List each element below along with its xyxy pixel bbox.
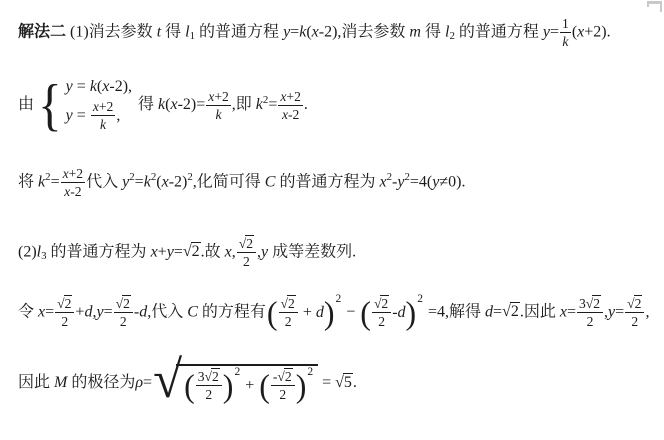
numerator	[278, 89, 303, 106]
text-run: =	[134, 173, 144, 191]
fraction	[196, 369, 222, 402]
radical-sign-icon: √	[57, 296, 65, 311]
denominator	[378, 313, 385, 329]
text-run: +	[241, 376, 259, 394]
fraction	[577, 296, 603, 329]
math-variable: y	[122, 173, 130, 191]
numerator	[61, 166, 86, 183]
numerator	[625, 296, 644, 313]
text-run: -	[392, 173, 398, 191]
text-run: 3	[197, 368, 205, 384]
numerator	[196, 369, 222, 386]
math-variable: l	[185, 23, 190, 41]
text-run: -2	[70, 184, 82, 200]
text-run: =	[45, 303, 55, 321]
numerator	[114, 296, 133, 313]
math-variable: l	[445, 23, 450, 41]
radical-sign-icon: √	[153, 351, 183, 409]
numerator	[560, 16, 571, 33]
superscript: 2	[45, 171, 51, 184]
fraction	[372, 296, 391, 329]
math-variable: d	[84, 303, 93, 321]
open-paren: (	[266, 294, 278, 332]
radical-sign-icon: √	[335, 373, 344, 391]
text-run: +2	[68, 166, 84, 181]
math-variable: x	[161, 173, 169, 191]
denominator	[243, 253, 250, 269]
math-variable: y	[65, 106, 73, 124]
text-run: -	[133, 303, 140, 321]
math-variable: y	[65, 78, 73, 95]
superscript: 2	[187, 171, 193, 184]
text-run: 1	[562, 16, 569, 31]
radicand: 2	[284, 368, 292, 384]
numerator	[55, 296, 74, 313]
text-run: +2	[286, 88, 301, 104]
math-variable: k	[100, 117, 107, 133]
math-variable: x	[224, 243, 232, 261]
text-run: =	[72, 78, 90, 95]
numerator	[237, 236, 256, 253]
text-run: =4,解得	[423, 303, 485, 321]
math-variable: x	[62, 166, 69, 181]
text-run: .因此	[519, 303, 560, 321]
radicand: 2	[64, 296, 72, 311]
fraction	[271, 369, 295, 402]
text-run: +2	[98, 99, 114, 114]
text-run: ,	[231, 243, 236, 261]
solution-line-6	[18, 351, 357, 409]
text-run: 的普通方程	[454, 23, 543, 41]
fraction	[61, 166, 86, 199]
fraction	[206, 89, 231, 122]
radical-sign-icon: √	[280, 296, 289, 311]
text-run: ,	[645, 303, 650, 321]
paren-content	[270, 369, 296, 402]
text-run: 由	[18, 95, 35, 113]
text-run: 成等差数列.	[268, 243, 357, 261]
text-run: (	[571, 23, 578, 41]
denominator	[216, 106, 222, 122]
close-paren: )	[295, 367, 307, 404]
denominator	[100, 116, 106, 132]
text-run: =	[290, 23, 300, 41]
math-variable: k	[89, 78, 97, 95]
paren-exponent: 2	[307, 365, 314, 378]
radicand: 2	[510, 303, 519, 321]
text-run: =	[268, 95, 278, 113]
math-variable: x	[577, 23, 585, 41]
close-paren: )	[405, 294, 417, 332]
radicand: 2	[123, 296, 130, 311]
fraction	[91, 99, 116, 132]
math-variable: x	[92, 99, 99, 114]
system-left-brace: {	[38, 73, 62, 137]
text-run: =	[103, 303, 113, 321]
sqrt-expression	[502, 303, 520, 320]
big-sqrt-expression	[153, 351, 318, 409]
text-run: 2	[378, 314, 385, 330]
denominator	[61, 313, 68, 329]
denominator	[587, 313, 594, 329]
text-run: ,化简可得	[192, 173, 265, 191]
text-run: −	[342, 303, 360, 321]
text-run: 2	[284, 314, 292, 330]
radical-sign-icon: √	[277, 368, 285, 384]
math-variable: x	[170, 95, 178, 113]
text-run: 2	[119, 314, 127, 330]
open-paren: (	[184, 367, 195, 404]
text-run: 2	[631, 314, 639, 330]
fraction	[560, 16, 571, 49]
math-variable: x	[280, 88, 287, 104]
fraction	[55, 296, 74, 329]
numerator	[271, 369, 295, 386]
sqrt-expression	[627, 296, 642, 311]
text-run: 的方程有	[197, 303, 266, 321]
paren-content	[371, 296, 406, 329]
text-run: 2	[61, 314, 69, 330]
radicand: 2	[246, 236, 254, 251]
paren-exponent: 2	[335, 293, 342, 305]
parenthesized-expression	[266, 293, 342, 332]
radical-sign-icon: √	[585, 296, 594, 311]
text-run: (	[156, 173, 162, 191]
text-run: =4(	[409, 173, 433, 191]
math-variable: M	[54, 373, 68, 391]
text-run: -2)	[168, 173, 188, 191]
numerator	[279, 296, 298, 313]
text-run: (2)	[18, 243, 37, 261]
text-run: -2),	[109, 78, 133, 95]
text-run: 得	[161, 23, 186, 41]
sqrt-expression	[116, 296, 131, 311]
denominator	[120, 313, 127, 329]
text-run: 令	[18, 303, 39, 321]
text-run: 的普通方程为	[275, 173, 380, 191]
text-run: (	[306, 23, 312, 41]
text-run: .故	[200, 243, 225, 261]
math-variable: d	[397, 303, 406, 321]
parenthesized-expression	[259, 365, 314, 404]
system-row	[66, 78, 132, 96]
radicand: 5	[343, 373, 352, 391]
paren-content	[195, 369, 223, 402]
solution-line-1	[18, 16, 611, 49]
math-variable: y	[96, 303, 104, 321]
radicand: 2	[381, 296, 389, 311]
math-variable: x	[311, 23, 319, 41]
text-run: +2	[214, 88, 229, 104]
math-variable: y	[542, 23, 551, 41]
sqrt-expression	[374, 296, 389, 311]
sqrt-expression	[205, 369, 220, 384]
parenthesized-expression	[360, 293, 423, 332]
math-variable: k	[143, 173, 151, 191]
radical-sign-icon: √	[182, 243, 192, 261]
text-run: =	[550, 23, 560, 41]
denominator	[285, 313, 292, 329]
math-variable: m	[409, 23, 421, 41]
text-run: ≠0).	[439, 173, 466, 191]
text-run: 2	[205, 387, 213, 403]
text-run: ,	[604, 303, 609, 321]
superscript: 2	[404, 171, 410, 184]
math-variable: k	[215, 106, 222, 122]
radicand: 2	[288, 296, 295, 311]
text-run: -	[392, 303, 398, 321]
sqrt-expression	[239, 236, 254, 251]
numerator	[577, 296, 603, 313]
text-run: ,	[116, 106, 121, 124]
numerator	[206, 89, 231, 106]
math-variable: k	[562, 34, 569, 50]
subscript: 1	[189, 30, 196, 43]
text-run: -	[272, 368, 278, 384]
fraction	[237, 236, 256, 269]
math-variable: k	[299, 23, 307, 41]
open-paren: (	[259, 367, 270, 404]
text-run: -2),消去参数	[318, 23, 410, 41]
close-paren: )	[222, 367, 234, 404]
radical-sign-icon: √	[238, 236, 247, 251]
sqrt-expression	[183, 243, 201, 260]
math-variable: x	[208, 88, 215, 104]
sqrt-expression	[281, 296, 296, 311]
denominator	[64, 183, 81, 199]
superscript: 2	[150, 171, 157, 184]
math-variable: x	[379, 173, 387, 191]
math-variable: y	[166, 243, 174, 261]
fraction	[278, 89, 303, 122]
math-variable: k	[38, 173, 46, 191]
math-variable: k	[255, 95, 263, 113]
text-run: =	[615, 303, 625, 321]
text-run: (1)消去参数	[66, 23, 157, 41]
math-variable: x	[64, 184, 71, 200]
math-variable: y	[608, 303, 616, 321]
paren-exponent: 2	[234, 365, 241, 378]
math-variable: y	[432, 173, 440, 191]
text-run: .	[303, 95, 308, 113]
numerator	[91, 99, 116, 116]
math-variable: d	[139, 303, 148, 321]
radical-sign-icon: √	[502, 303, 511, 321]
denominator	[205, 386, 212, 402]
fraction	[625, 296, 644, 329]
fraction	[279, 296, 298, 329]
text-run: +2).	[584, 23, 611, 41]
radical-sign-icon: √	[115, 296, 124, 311]
open-paren: (	[360, 294, 371, 332]
parenthesized-expression	[184, 365, 241, 404]
text-run: 得	[420, 23, 445, 41]
denominator	[562, 33, 568, 49]
paren-exponent: 2	[417, 293, 423, 305]
close-paren: )	[323, 294, 335, 332]
text-run: 2	[586, 314, 594, 330]
math-variable: x	[559, 303, 567, 321]
math-variable: x	[38, 303, 46, 321]
math-variable: d	[485, 303, 493, 321]
math-variable: k	[158, 95, 166, 113]
text-run: -2	[287, 106, 300, 122]
text-run: =	[493, 303, 503, 321]
text-run: 代入	[86, 173, 123, 191]
math-variable: x	[102, 78, 110, 95]
system-row	[66, 99, 121, 132]
solution-line-5	[18, 293, 650, 332]
radical-sign-icon: √	[627, 296, 635, 311]
radicand: 2	[211, 368, 219, 384]
text-run: +	[298, 303, 316, 321]
math-variable: C	[187, 303, 198, 321]
math-variable: y	[261, 243, 269, 261]
text-run: =	[173, 243, 183, 261]
text-run: 得	[134, 95, 159, 113]
denominator	[279, 386, 286, 402]
sqrt-expression	[335, 374, 353, 391]
subscript: 3	[41, 250, 47, 263]
text-run: =	[143, 373, 153, 391]
superscript: 2	[386, 171, 393, 184]
math-variable: x	[281, 106, 288, 122]
subscript: 2	[449, 30, 455, 43]
text-run: 2	[242, 254, 250, 270]
text-run: (	[96, 78, 103, 95]
radicand: 2	[191, 243, 200, 261]
denominator	[282, 106, 299, 122]
math-variable: y	[283, 23, 291, 41]
math-variable: t	[156, 23, 162, 41]
text-run: 的普通方程为	[46, 243, 151, 261]
text-run: 3	[578, 296, 586, 311]
text-run: =	[566, 303, 576, 321]
radicand: 2	[593, 296, 601, 311]
text-run: (	[165, 95, 171, 113]
text-run: 将	[18, 173, 39, 191]
fraction	[114, 296, 133, 329]
text-run: =	[318, 373, 336, 391]
text-run: ,即	[231, 95, 256, 113]
system-rows	[66, 78, 132, 132]
radicand: 2	[634, 296, 642, 311]
text-run: ,	[92, 303, 97, 321]
text-run: .	[352, 373, 357, 391]
radical-sign-icon: √	[204, 368, 212, 384]
solution-line-2	[18, 73, 308, 137]
text-run: 因此	[18, 373, 55, 391]
text-run: +	[75, 303, 85, 321]
math-variable: x	[150, 243, 158, 261]
textbox-corner-mark	[647, 1, 662, 12]
equation-system	[36, 73, 133, 137]
text-run: =	[50, 173, 60, 191]
solution-line-3	[18, 166, 465, 199]
solution-line-4	[18, 236, 356, 269]
text-run: -2)=	[177, 95, 206, 113]
text-run: ,代入	[147, 303, 188, 321]
math-variable: ρ	[135, 373, 144, 391]
text-run: 的极径为	[67, 373, 136, 391]
numerator	[372, 296, 391, 313]
radical-sign-icon: √	[373, 296, 382, 311]
paren-content	[278, 296, 324, 329]
math-variable: d	[315, 303, 324, 321]
big-radicand	[176, 364, 318, 402]
solution-heading: 解法二	[18, 23, 67, 41]
text-run: ,	[257, 243, 262, 261]
math-variable: C	[264, 173, 276, 191]
sqrt-expression	[277, 369, 292, 384]
superscript: 2	[129, 171, 135, 184]
math-variable: y	[397, 173, 405, 191]
text-run: 2	[279, 387, 287, 403]
text-run: +	[157, 243, 167, 261]
denominator	[631, 313, 638, 329]
text-run: 的普通方程	[195, 23, 284, 41]
sqrt-expression	[57, 296, 72, 311]
math-variable: l	[36, 243, 42, 261]
sqrt-expression	[586, 296, 601, 311]
text-run: =	[72, 106, 90, 124]
superscript: 2	[262, 93, 269, 106]
